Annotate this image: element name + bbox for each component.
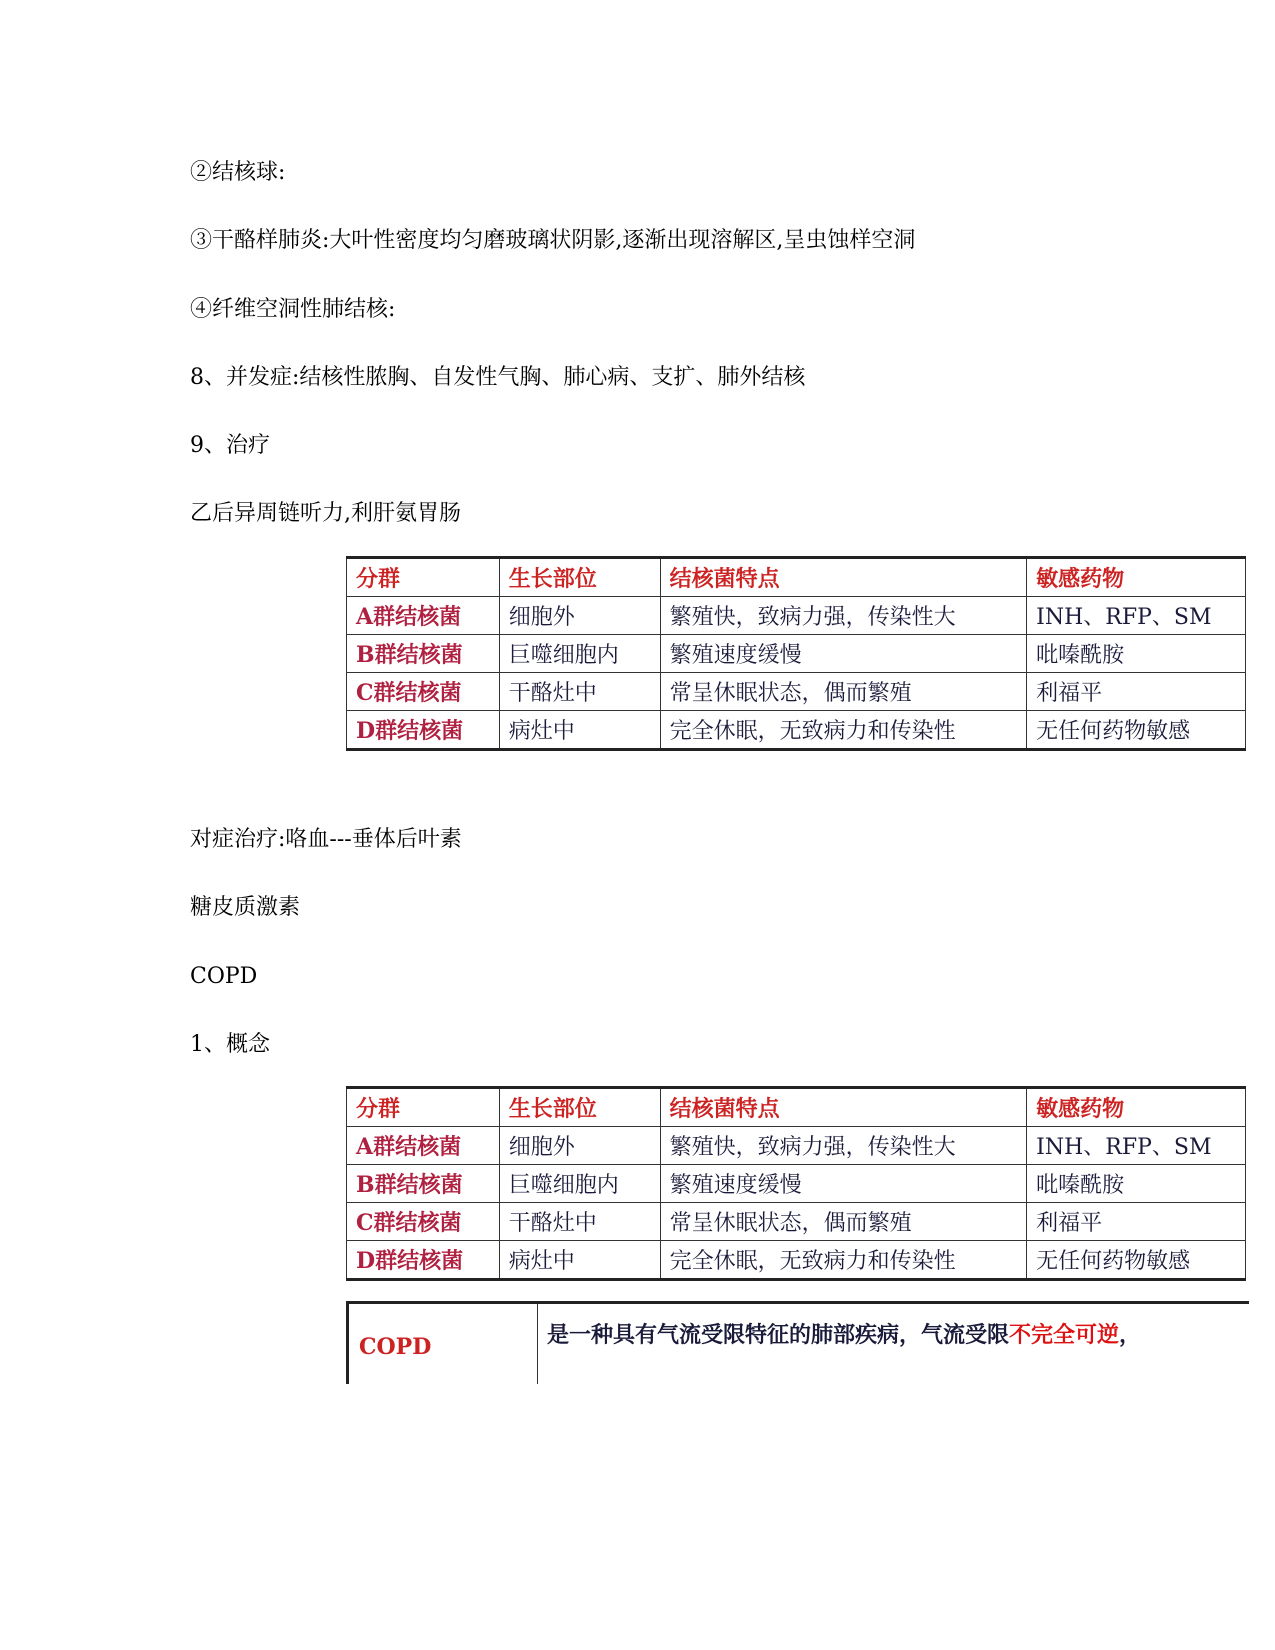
table-header-row [347, 558, 1246, 597]
table-cell: INH、RFP、SM [1027, 597, 1246, 635]
table-cell: C群结核菌 [347, 1203, 500, 1241]
copd-text-highlight: 不完全可逆 [1009, 1322, 1120, 1348]
header-group: 分群 [347, 558, 500, 597]
copd-definition-text [547, 1318, 1141, 1349]
text-line-complications: 8、并发症:结核性脓胸、自发性气胸、肺心病、支扩、肺外结核 [190, 365, 806, 390]
tb-groups-table-1 [346, 556, 1275, 751]
tb-groups-table-2 [346, 1086, 1275, 1281]
table-row [347, 1203, 1246, 1241]
table-cell: 吡嗪酰胺 [1027, 1165, 1246, 1203]
text-line-fibrocavitary-tb: ④纤维空洞性肺结核: [190, 297, 396, 322]
table-row [347, 597, 1246, 635]
text-line-glucocorticoids: 糖皮质激素 [190, 895, 301, 920]
table-cell: 利福平 [1027, 673, 1246, 711]
table-cell: D群结核菌 [347, 711, 500, 750]
table-cell: D群结核菌 [347, 1241, 500, 1280]
table-cell: INH、RFP、SM [1027, 1127, 1246, 1165]
table-cell: 常呈休眠状态，偶而繁殖 [660, 1203, 1027, 1241]
text-line-symptomatic-treatment: 对症治疗:咯血---垂体后叶素 [190, 827, 462, 852]
table-cell: 病灶中 [499, 711, 660, 750]
text-line-caseous-pneumonia: ③干酪样肺炎:大叶性密度均匀磨玻璃状阴影,逐渐出现溶解区,呈虫蚀样空洞 [190, 228, 916, 253]
table-cell: A群结核菌 [347, 597, 500, 635]
table-cell: 繁殖速度缓慢 [660, 635, 1027, 673]
table-cell: 繁殖快，致病力强，传染性大 [660, 1127, 1027, 1165]
header-features: 结核菌特点 [660, 558, 1027, 597]
header-growth-site: 生长部位 [499, 558, 660, 597]
table-cell: B群结核菌 [347, 1165, 500, 1203]
header-group: 分群 [347, 1088, 500, 1127]
table-header-row [347, 1088, 1246, 1127]
table-row [347, 635, 1246, 673]
text-line-copd-heading: COPD [190, 964, 258, 989]
table-cell: A群结核菌 [347, 1127, 500, 1165]
table-cell: 完全休眠，无致病力和传染性 [660, 711, 1027, 750]
table-cell: 吡嗪酰胺 [1027, 635, 1246, 673]
table-cell: C群结核菌 [347, 673, 500, 711]
copd-text-before: 是一种具有气流受限特征的肺部疾病，气流受限 [547, 1322, 1010, 1348]
text-line-tuberculoma: ②结核球: [190, 160, 286, 185]
table-cell: 常呈休眠状态，偶而繁殖 [660, 673, 1027, 711]
header-sensitive-drugs: 敏感药物 [1027, 1088, 1246, 1127]
table-cell: 细胞外 [499, 597, 660, 635]
text-line-side-effects: 乙后异周链听力,利肝氨胃肠 [190, 501, 461, 526]
header-sensitive-drugs: 敏感药物 [1027, 558, 1246, 597]
text-line-concept: 1、概念 [190, 1032, 270, 1057]
header-features: 结核菌特点 [660, 1088, 1027, 1127]
table-cell: 完全休眠，无致病力和传染性 [660, 1241, 1027, 1280]
table-row [347, 1165, 1246, 1203]
table-row [347, 1127, 1246, 1165]
copd-definition-box [346, 1301, 1275, 1360]
table-cell: 干酪灶中 [499, 1203, 660, 1241]
copd-label: COPD [359, 1334, 432, 1360]
table-row [347, 673, 1246, 711]
copd-text-after: ， [1119, 1322, 1142, 1348]
table-cell: 利福平 [1027, 1203, 1246, 1241]
table-cell: 繁殖快，致病力强，传染性大 [660, 597, 1027, 635]
table-cell: 干酪灶中 [499, 673, 660, 711]
table-row [347, 711, 1246, 750]
table-cell: 细胞外 [499, 1127, 660, 1165]
table-cell: 病灶中 [499, 1241, 660, 1280]
table-cell: 繁殖速度缓慢 [660, 1165, 1027, 1203]
table-cell: 巨噬细胞内 [499, 635, 660, 673]
header-growth-site: 生长部位 [499, 1088, 660, 1127]
table-cell: 巨噬细胞内 [499, 1165, 660, 1203]
text-line-treatment-heading: 9、治疗 [190, 433, 270, 458]
table-cell: B群结核菌 [347, 635, 500, 673]
table-row [347, 1241, 1246, 1280]
table-cell: 无任何药物敏感 [1027, 711, 1246, 750]
table-cell: 无任何药物敏感 [1027, 1241, 1246, 1280]
